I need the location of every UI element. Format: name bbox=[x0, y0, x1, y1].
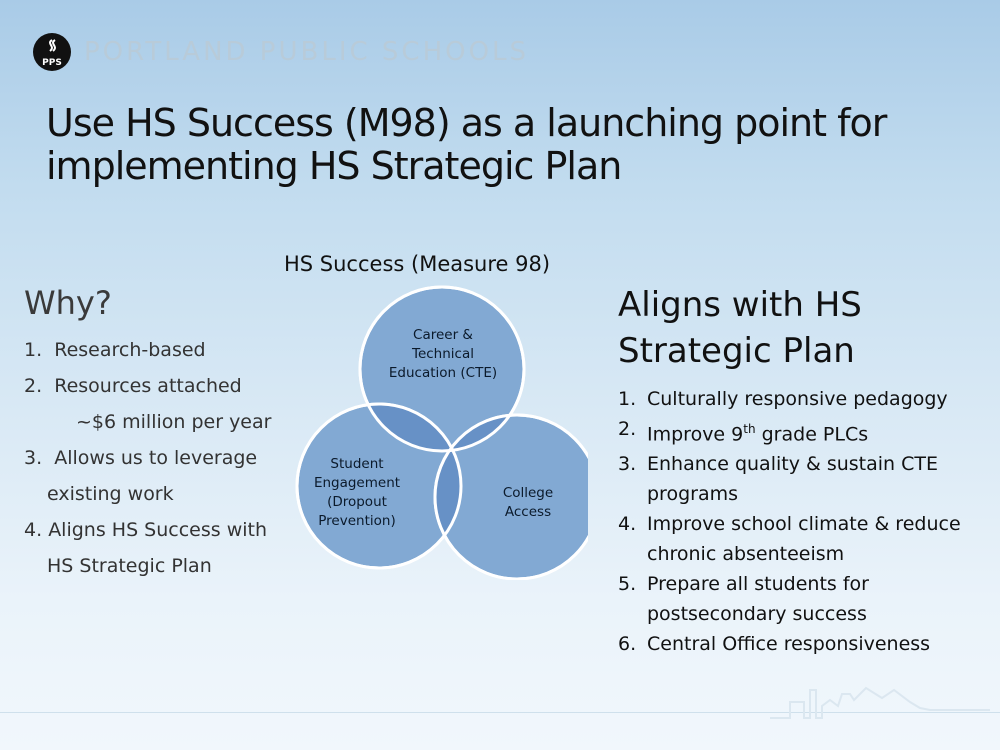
college-label-line: College bbox=[502, 485, 554, 501]
student-label-line: (Dropout bbox=[327, 494, 387, 510]
aligns-item: 4. Improve school climate & reduce chronic absenteeism bbox=[618, 513, 961, 566]
cte-label-line: Technical bbox=[412, 346, 474, 362]
slide-title bbox=[46, 102, 986, 188]
college-label-line: Access bbox=[504, 504, 552, 520]
why-list bbox=[24, 332, 294, 584]
venn-diagram bbox=[278, 248, 588, 580]
why-item: 2. Resources attached bbox=[24, 375, 242, 397]
aligns-list bbox=[618, 384, 993, 659]
skyline-graphic bbox=[770, 680, 990, 720]
aligns-item: 3. Enhance quality & sustain CTE programs bbox=[618, 453, 939, 506]
pps-logo bbox=[32, 32, 72, 72]
aligns-item: 6. Central Office responsiveness bbox=[618, 633, 931, 656]
student-label-line: Engagement bbox=[313, 475, 401, 491]
aligns-item: 2. Improve 9th grade PLCs bbox=[618, 418, 869, 446]
why-item: 3. Allows us to leverage bbox=[24, 447, 258, 469]
aligns-heading: Aligns with HS Strategic Plan bbox=[618, 285, 862, 371]
aligns-item: 5. Prepare all students for postsecondary success bbox=[618, 573, 869, 626]
logo-text: PPS bbox=[42, 58, 62, 68]
student-label-line: Student bbox=[330, 456, 384, 472]
cte-label-line: Career & bbox=[413, 327, 473, 343]
why-section bbox=[24, 284, 294, 584]
aligns-section bbox=[618, 282, 993, 659]
why-item: 1. Research-based bbox=[24, 339, 206, 361]
brand-name: PORTLAND PUBLIC SCHOOLS bbox=[84, 37, 530, 67]
venn-title: HS Success (Measure 98) bbox=[284, 252, 551, 276]
cte-label-line: Education (CTE) bbox=[388, 365, 498, 381]
why-item-continuation: existing work bbox=[47, 483, 174, 505]
why-heading: Why? bbox=[24, 284, 112, 322]
why-item-continuation: HS Strategic Plan bbox=[47, 555, 212, 577]
why-item: 4. Aligns HS Success with bbox=[24, 519, 268, 541]
aligns-item: 1. Culturally responsive pedagogy bbox=[618, 388, 948, 410]
title-line-1: Use HS Success (M98) as a launching point for bbox=[46, 101, 887, 145]
title-line-2: implementing HS Strategic Plan bbox=[46, 144, 622, 188]
student-label-line: Prevention) bbox=[318, 513, 396, 529]
why-item-continuation: ~$6 million per year bbox=[76, 411, 272, 433]
